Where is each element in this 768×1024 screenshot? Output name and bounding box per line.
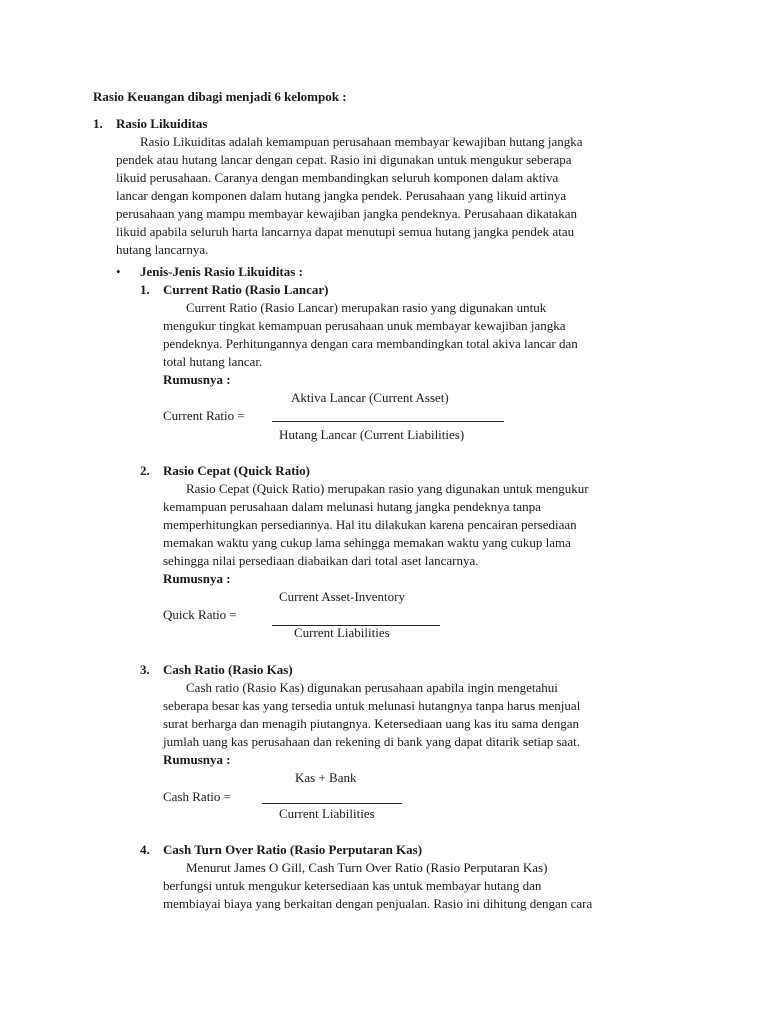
document-heading: Rasio Keuangan dibagi menjadi 6 kelompok : [93, 89, 347, 104]
paragraph-line: Cash ratio (Rasio Kas) digunakan perusahaan apabila ingin mengetahui [186, 680, 558, 695]
item-number: 1. [140, 282, 150, 297]
formula-denominator: Current Liabilities [279, 806, 375, 821]
paragraph-line: mengukur tingkat kemampuan perusahaan unuk membayar kewajiban jangka [163, 318, 566, 333]
bullet-icon: • [116, 264, 121, 279]
paragraph-line: Menurut James O Gill, Cash Turn Over Ratio (Rasio Perputaran Kas) [186, 860, 548, 875]
rumus-label: Rumusnya : [163, 571, 231, 586]
formula-numerator: Kas + Bank [295, 770, 357, 785]
paragraph-line: memperhitungkan persediannya. Hal itu dilakukan karena pencairan persediaan [163, 517, 577, 532]
paragraph-line: memakan waktu yang cukup lama sehingga memakan waktu yang cukup lama [163, 535, 571, 550]
paragraph-line: surat berharga dan menagih piutangnya. Ketersediaan uang kas itu sama dengan [163, 716, 579, 731]
paragraph-line: Rasio Likuiditas adalah kemampuan perusahaan membayar kewajiban hutang jangka [140, 134, 583, 149]
formula-label: Quick Ratio = [163, 607, 237, 622]
paragraph-line: hutang lancarnya. [116, 242, 209, 257]
item-title: Cash Ratio (Rasio Kas) [163, 662, 293, 677]
paragraph-line: berfungsi untuk mengukur ketersediaan kas untuk membayar hutang dan [163, 878, 542, 893]
formula-numerator: Current Asset-Inventory [279, 589, 406, 604]
paragraph-line: total hutang lancar. [163, 354, 263, 369]
item-title: Current Ratio (Rasio Lancar) [163, 282, 329, 297]
rumus-label: Rumusnya : [163, 372, 231, 387]
paragraph-line: pendeknya. Perhitungannya dengan cara membandingkan total akiva lancar dan [163, 336, 578, 351]
paragraph-line: perusahaan yang mampu membayar kewajiban jangka pendeknya. Perusahaan dikatakan [116, 206, 577, 221]
paragraph-line: seberapa besar kas yang tersedia untuk melunasi hutangnya tanpa harus menjual [163, 698, 581, 713]
item-number: 2. [140, 463, 150, 478]
section-number: 1. [93, 116, 103, 131]
paragraph-line: lancar dengan komponen dalam hutang jangka pendek. Perusahaan yang likuid artinya [116, 188, 567, 203]
paragraph-line: Rasio Cepat (Quick Ratio) merupakan rasio yang digunakan untuk mengukur [186, 481, 589, 496]
fraction-line [272, 421, 504, 422]
paragraph-line: likuid perusahaan. Caranya dengan membandingkan seluruh komponen dalam aktiva [116, 170, 559, 185]
formula-numerator: Aktiva Lancar (Current Asset) [291, 390, 449, 405]
item-number: 4. [140, 842, 150, 857]
paragraph-line: Current Ratio (Rasio Lancar) merupakan rasio yang digunakan untuk [186, 300, 547, 315]
item-number: 3. [140, 662, 150, 677]
bullet-title: Jenis-Jenis Rasio Likuiditas : [140, 264, 303, 279]
paragraph-line: jumlah uang kas perusahaan dan rekening di bank yang dapat ditarik setiap saat. [163, 734, 580, 749]
paragraph-line: pendek atau hutang lancar dengan cepat. Rasio ini digunakan untuk mengukur seberapa [116, 152, 572, 167]
formula-label: Current Ratio = [163, 408, 245, 423]
section-title: Rasio Likuiditas [116, 116, 208, 131]
formula-denominator: Current Liabilities [294, 625, 390, 640]
formula-denominator: Hutang Lancar (Current Liabilities) [279, 427, 465, 442]
item-title: Cash Turn Over Ratio (Rasio Perputaran Kas) [163, 842, 423, 857]
rumus-label: Rumusnya : [163, 752, 231, 767]
item-title: Rasio Cepat (Quick Ratio) [163, 463, 310, 478]
paragraph-line: kemampuan perusahaan dalam melunasi hutang jangka pendeknya tanpa [163, 499, 541, 514]
paragraph-line: sehingga nilai persediaan diabaikan dari total aset lancarnya. [163, 553, 479, 568]
paragraph-line: likuid apabila seluruh harta lancarnya dapat menutupi semua hutang jangka pendek atau [116, 224, 575, 239]
fraction-line [262, 803, 402, 804]
formula-label: Cash Ratio = [163, 789, 231, 804]
paragraph-line: membiayai biaya yang berkaitan dengan penjualan. Rasio ini dihitung dengan cara [163, 896, 593, 911]
